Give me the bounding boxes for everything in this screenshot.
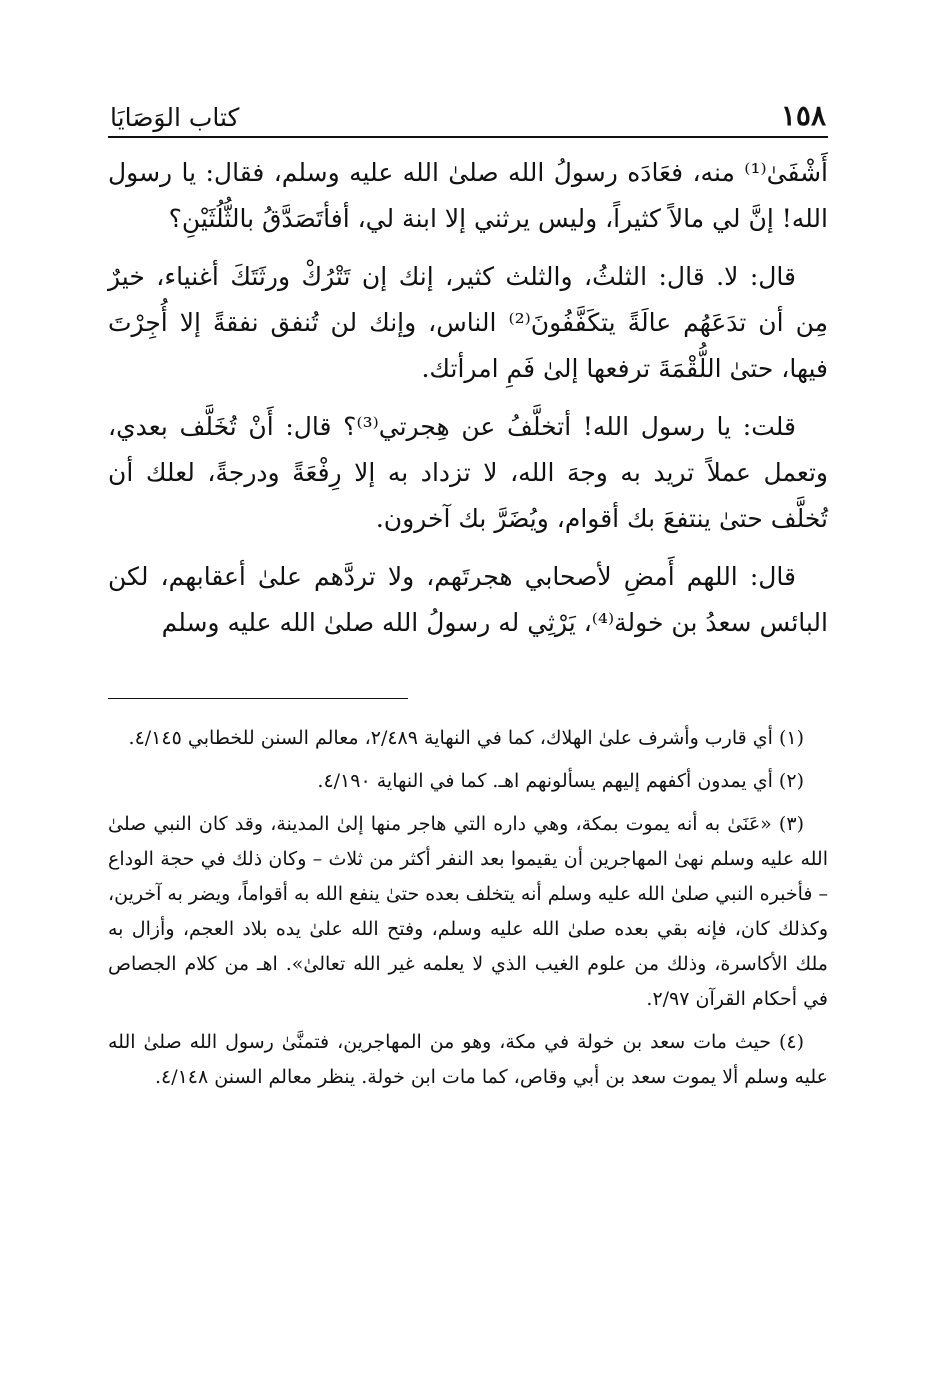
- footnote: (٣) «عَنَىٰ به أنه يموت بمكة، وهي داره التي هاجر منها إلىٰ المدينة، وقد كان النبي صلىٰ الله عليه وسلم نهىٰ المهاجرين أن يقيموا بعد النفر أكثر من ثلاث – وكان ذلك في حجة الوداع – فأخبره النبي صلىٰ الله عليه وسلم أنه يتخلف بعده حتىٰ ينفع الله به أقواماً، ويضر به آخرين، وكذلك كان، فإنه بقي بعده صلىٰ الله عليه وسلم، وفتح الله علىٰ يده بلاد العجم، وأزال به ملك الأكاسرة، وذلك من علوم الغيب الذي لا يعلمه غير الله تعالىٰ». اهـ من كلام الجصاص في أحكام القرآن ٢/٩٧.: [107, 813, 828, 1010]
- book-page: [108, 92, 828, 1103]
- paragraph: أَشْفَىٰ⁽¹⁾ منه، فعَادَه رسولُ الله صلىٰ الله عليه وسلم، فقال: يا رسول الله! إنَّ لي مالاً كثيراً، وليس يرثني إلا ابنة لي، أفأتَصَدَّقُ بالثُّلُثَيْنِ؟: [108, 158, 828, 233]
- page-number: ١٥٨: [780, 99, 826, 132]
- paragraph: قال: لا. قال: الثلثُ، والثلث كثير، إنك إن تَتْرُكْ ورثَتَكَ أغنياء، خيرٌ مِن أن تدَعَهُم عالَةً يتكَفَّفُونَ⁽²⁾ الناس، وإنك لن تُنفق نفقةً إلا أُجِرْتَ فيها، حتىٰ اللُّقْمَةَ ترفعها إلىٰ فَمِ امرأتك.: [108, 262, 828, 383]
- main-text: [108, 150, 828, 646]
- running-title: كتاب الوَصَايَا: [110, 103, 240, 132]
- footnotes: [108, 721, 828, 1095]
- footnote: (١) أي قارب وأشرف علىٰ الهلاك، كما في النهاية ٢/٤٨٩، معالم السنن للخطابي ٤/١٤٥.: [128, 727, 804, 749]
- footnote-divider: [108, 698, 408, 699]
- footnote: (٤) حيث مات سعد بن خولة في مكة، وهو من المهاجرين، فتمنَّىٰ رسول الله صلىٰ الله عليه وسلم ألا يموت سعد بن أبي وقاص، كما مات ابن خولة. ينظر معالم السنن ٤/١٤٨.: [108, 1031, 828, 1088]
- paragraph: قلت: يا رسول الله! أتخلَّفُ عن هِجرتي⁽³⁾؟ قال: أَنْ تُخَلَّف بعدي، وتعمل عملاً تريد به وجهَ الله، لا تزداد به إلا رِفْعَةً ودرجةً، لعلك أن تُخلَّف حتىٰ ينتفعَ بك أقوام، ويُضَرَّ بك آخرون.: [108, 412, 828, 533]
- paragraph: قال: اللهم أَمضِ لأصحابي هجرتَهم، ولا تردَّهم علىٰ أعقابهم، لكن البائس سعدُ بن خولة⁽⁴⁾، يَرْثِي له رسولُ الله صلىٰ الله عليه وسلم: [108, 562, 828, 637]
- page-header: [108, 92, 828, 138]
- footnote: (٢) أي يمدون أكفهم إليهم يسألونهم اهـ. كما في النهاية ٤/١٩٠.: [317, 770, 804, 792]
